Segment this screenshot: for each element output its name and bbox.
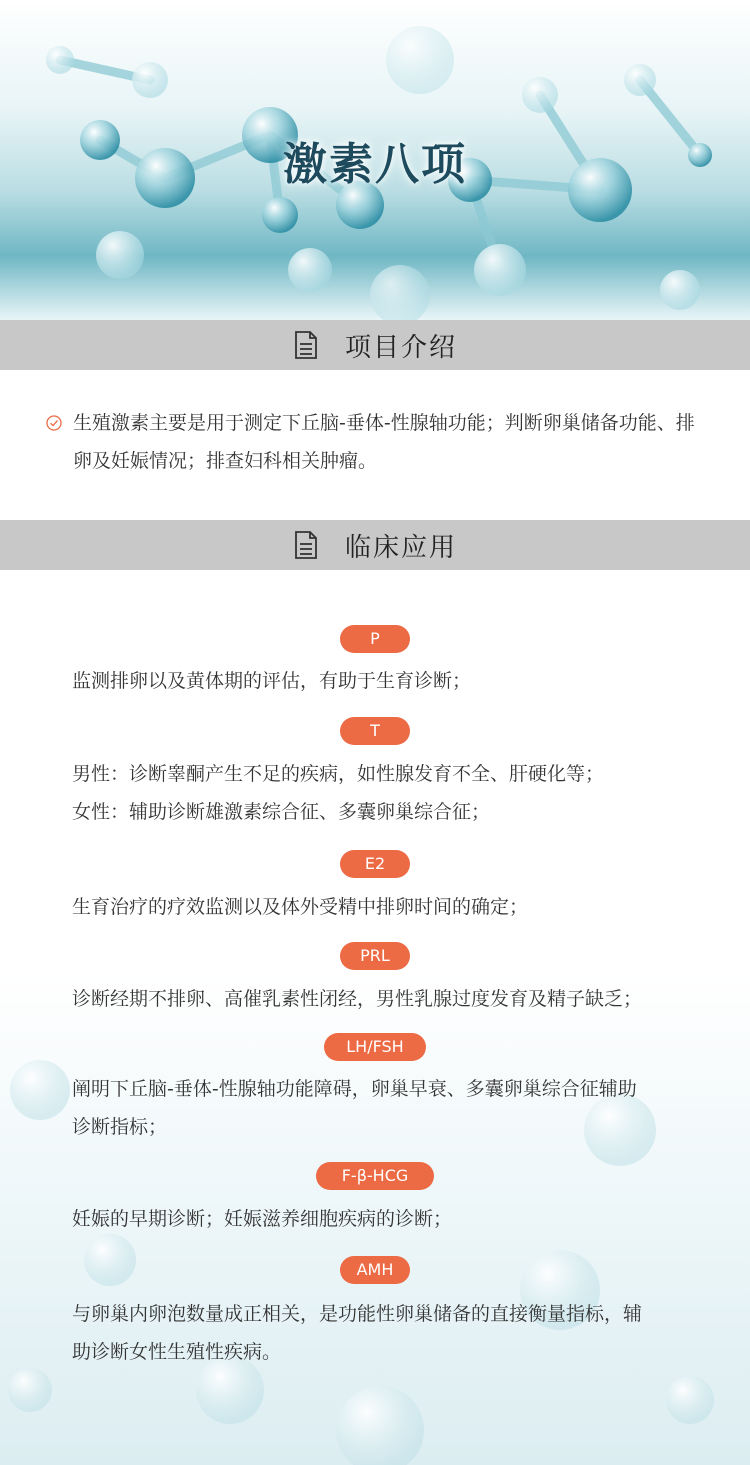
hero-title: 激素八项 xyxy=(283,139,467,190)
tag-pill: LH/FSH xyxy=(324,1033,426,1061)
item-line: 妊娠的早期诊断；妊娠滋养细胞疾病的诊断； xyxy=(72,1208,453,1230)
hero-banner xyxy=(0,0,750,320)
item-line: 女性：辅助诊断雄激素综合征、多囊卵巢综合征； xyxy=(72,801,491,823)
tag-pill: E2 xyxy=(340,850,410,878)
section-header-intro xyxy=(0,320,750,370)
tag-pill: AMH xyxy=(340,1256,410,1284)
tag-pill: PRL xyxy=(340,942,410,970)
check-circle-icon xyxy=(46,415,62,431)
item-line: 生育治疗的疗效监测以及体外受精中排卵时间的确定； xyxy=(72,896,529,918)
document-icon xyxy=(293,530,319,560)
tag-pill: P xyxy=(340,625,410,653)
section-header-clinical xyxy=(0,520,750,570)
item-line: 阐明下丘脑-垂体-性腺轴功能障碍，卵巢早衰、多囊卵巢综合征辅助 xyxy=(72,1078,637,1100)
item-line: 与卵巢内卵泡数量成正相关，是功能性卵巢储备的直接衡量指标，辅 xyxy=(72,1303,643,1325)
tag-pill: F-β-HCG xyxy=(316,1162,434,1190)
item-line: 诊断经期不排卵、高催乳素性闭经，男性乳腺过度发育及精子缺乏； xyxy=(72,988,643,1010)
section-title: 临床应用 xyxy=(344,532,457,563)
intro-block xyxy=(46,404,706,480)
item-line: 男性：诊断睾酮产生不足的疾病，如性腺发育不全、肝硬化等； xyxy=(72,763,605,785)
item-line: 监测排卵以及黄体期的评估，有助于生育诊断； xyxy=(72,670,472,692)
tag-pill: T xyxy=(340,717,410,745)
document-icon xyxy=(293,330,319,360)
item-line: 助诊断女性生殖性疾病。 xyxy=(72,1341,282,1363)
item-line: 诊断指标； xyxy=(72,1116,168,1138)
intro-text: 生殖激素主要是用于测定下丘脑-垂体-性腺轴功能；判断卵巢储备功能、排卵及妊娠情况；排查妇科相关肿瘤。 xyxy=(73,412,695,472)
section-title: 项目介绍 xyxy=(344,332,457,363)
